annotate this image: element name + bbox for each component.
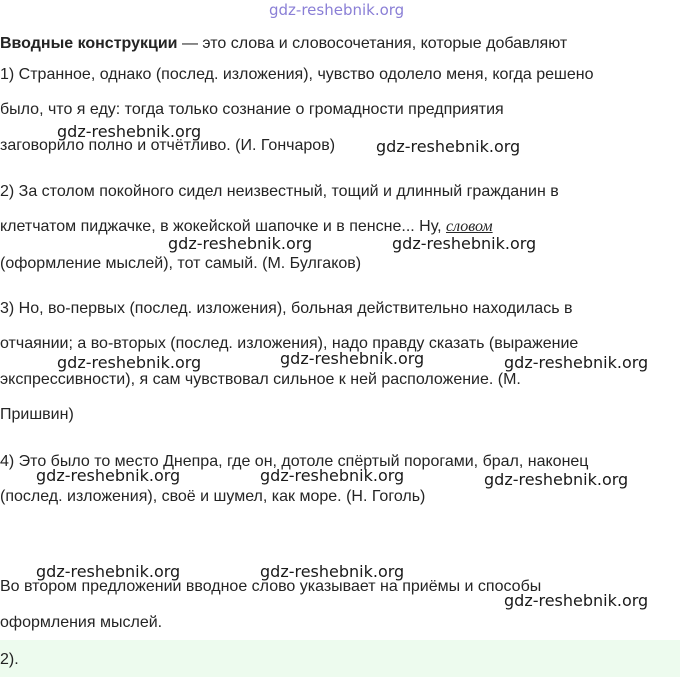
watermark: gdz-reshebnik.org — [57, 122, 202, 141]
highlighted-word: словом — [446, 218, 493, 235]
answer-bar — [0, 640, 680, 677]
item-3-line-3: экспрессивности), я сам чувствовал сильное к ней расположение. (М. — [0, 371, 521, 388]
item-3-line-2: отчаянии; а во-вторых (послед. изложения), надо правду сказать (выражение — [0, 335, 579, 352]
watermark-top: gdz-reshebnik.org — [269, 1, 405, 19]
watermark: gdz-reshebnik.org — [36, 562, 181, 581]
item-1-line-1: 1) Странное, однако (послед. изложения), чувство одолело меня, когда решено — [0, 66, 594, 83]
item-4-line-2: (послед. изложения), своё и шумел, как море. (Н. Гоголь) — [0, 488, 426, 505]
watermark: gdz-reshebnik.org — [260, 562, 405, 581]
item-2-line-1: 2) За столом покойного сидел неизвестный, тощий и длинный гражданин в — [0, 183, 559, 200]
item-1-line-3: заговорило полно и отчётливо. (И. Гончаров) — [0, 137, 336, 154]
watermark: gdz-reshebnik.org — [484, 470, 629, 489]
item-4-line-1: 4) Это было то место Днепра, где он, дотоле спёртый порогами, брал, наконец — [0, 453, 589, 470]
watermark: gdz-reshebnik.org — [168, 234, 313, 253]
item-2-line-2-text: клетчатом пиджачке, в жокейской шапочке и в пенсне... Ну, — [0, 218, 446, 235]
watermark: gdz-reshebnik.org — [504, 591, 649, 610]
conclusion-line-1: Во втором предложении вводное слово указывает на приёмы и способы — [0, 578, 542, 595]
answer-text: 2). — [0, 651, 19, 668]
intro-term: Вводные конструкции — [0, 35, 178, 52]
watermark: gdz-reshebnik.org — [260, 466, 405, 485]
item-2-line-3: (оформление мыслей), тот самый. (М. Булгаков) — [0, 255, 362, 272]
item-1-line-2: было, что я еду: тогда только сознание о громадности предприятия — [0, 101, 504, 118]
watermark: gdz-reshebnik.org — [280, 349, 425, 368]
watermark: gdz-reshebnik.org — [376, 137, 521, 156]
item-3-line-4: Пришвин) — [0, 406, 74, 423]
item-3-line-1: 3) Но, во-первых (послед. изложения), больная действительно находилась в — [0, 300, 573, 317]
intro-rest: — это слова и словосочетания, которые добавляют — [177, 35, 568, 52]
watermark: gdz-reshebnik.org — [57, 353, 202, 372]
watermark: gdz-reshebnik.org — [36, 466, 181, 485]
watermark: gdz-reshebnik.org — [392, 234, 537, 253]
watermark: gdz-reshebnik.org — [504, 353, 649, 372]
conclusion-line-2: оформления мыслей. — [0, 614, 163, 631]
intro-line — [0, 34, 567, 54]
